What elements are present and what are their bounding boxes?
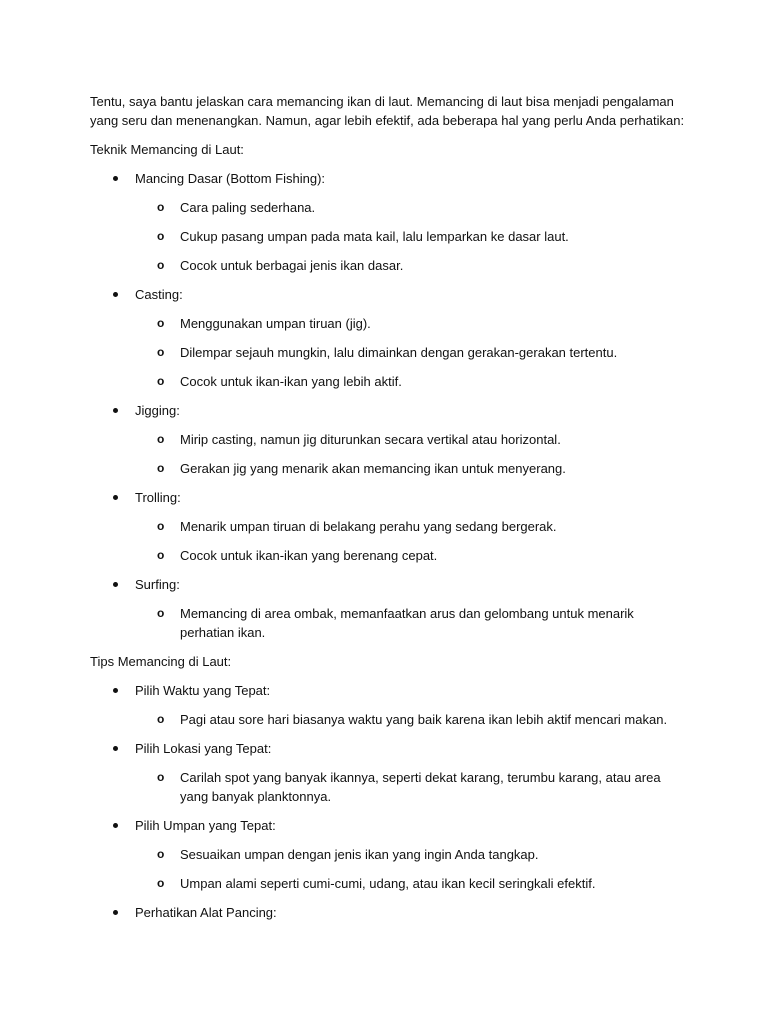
list-item	[90, 903, 690, 922]
circle-bullet-icon: o	[157, 432, 165, 446]
circle-bullet-icon: o	[157, 258, 165, 272]
sub-list	[90, 517, 690, 565]
sub-list-item	[90, 604, 690, 642]
circle-bullet-icon: o	[157, 461, 165, 475]
bullet-dot-icon	[113, 408, 118, 413]
circle-bullet-icon: o	[157, 374, 165, 388]
bullet-dot-icon	[113, 582, 118, 587]
circle-bullet-icon: o	[157, 345, 165, 359]
sub-list-item	[90, 874, 690, 893]
sub-list-item-text: Cocok untuk ikan-ikan yang berenang cepat.	[180, 548, 438, 563]
sub-list-item-text: Memancing di area ombak, memanfaatkan arus dan gelombang untuk menarik perhatian ikan.	[180, 606, 634, 640]
sub-list-item-text: Cocok untuk berbagai jenis ikan dasar.	[180, 258, 404, 273]
list-item	[90, 488, 690, 565]
list-item	[90, 816, 690, 893]
list-item-label: Jigging:	[135, 403, 180, 418]
bullet-list	[90, 681, 690, 922]
sub-list-item	[90, 459, 690, 478]
circle-bullet-icon: o	[157, 229, 165, 243]
bullet-dot-icon	[113, 176, 118, 181]
sub-list	[90, 845, 690, 893]
list-item	[90, 739, 690, 806]
sub-list	[90, 198, 690, 275]
circle-bullet-icon: o	[157, 712, 165, 726]
circle-bullet-icon: o	[157, 770, 165, 784]
sub-list-item	[90, 343, 690, 362]
list-item	[90, 401, 690, 478]
circle-bullet-icon: o	[157, 200, 165, 214]
circle-bullet-icon: o	[157, 548, 165, 562]
sub-list-item-text: Cara paling sederhana.	[180, 200, 316, 215]
sub-list-item	[90, 845, 690, 864]
sub-list	[90, 768, 690, 806]
list-item-label: Casting:	[135, 287, 183, 302]
sub-list-item	[90, 256, 690, 275]
sub-list-item-text: Sesuaikan umpan dengan jenis ikan yang ingin Anda tangkap.	[180, 847, 539, 862]
sub-list-item	[90, 314, 690, 333]
circle-bullet-icon: o	[157, 316, 165, 330]
intro-paragraph: Tentu, saya bantu jelaskan cara memancing ikan di laut. Memancing di laut bisa menjadi pengalaman yang seru dan menenangkan. Namun, agar lebih efektif, ada beberapa hal yang perlu Anda perhatikan:	[90, 94, 685, 128]
list-item-label: Mancing Dasar (Bottom Fishing):	[135, 171, 326, 186]
bullet-dot-icon	[113, 688, 118, 693]
sub-list-item	[90, 710, 690, 729]
list-item	[90, 681, 690, 729]
circle-bullet-icon: o	[157, 606, 165, 620]
document-body	[90, 140, 690, 922]
section-heading: Tips Memancing di Laut:	[90, 654, 232, 669]
bullet-dot-icon	[113, 910, 118, 915]
list-item-label: Pilih Umpan yang Tepat:	[135, 818, 276, 833]
sub-list-item-text: Cocok untuk ikan-ikan yang lebih aktif.	[180, 374, 402, 389]
list-item-label: Trolling:	[135, 490, 181, 505]
sub-list	[90, 710, 690, 729]
sub-list-item-text: Mirip casting, namun jig diturunkan secara vertikal atau horizontal.	[180, 432, 561, 447]
sub-list-item-text: Gerakan jig yang menarik akan memancing ikan untuk menyerang.	[180, 461, 566, 476]
circle-bullet-icon: o	[157, 519, 165, 533]
sub-list-item	[90, 198, 690, 217]
list-item-label: Pilih Lokasi yang Tepat:	[135, 741, 272, 756]
circle-bullet-icon: o	[157, 876, 165, 890]
sub-list	[90, 604, 690, 642]
sub-list-item	[90, 372, 690, 391]
sub-list-item-text: Umpan alami seperti cumi-cumi, udang, atau ikan kecil seringkali efektif.	[180, 876, 596, 891]
list-item-label: Surfing:	[135, 577, 180, 592]
sub-list-item-text: Menggunakan umpan tiruan (jig).	[180, 316, 371, 331]
bullet-list	[90, 169, 690, 642]
sub-list-item-text: Menarik umpan tiruan di belakang perahu yang sedang bergerak.	[180, 519, 557, 534]
list-item	[90, 285, 690, 391]
section-heading: Teknik Memancing di Laut:	[90, 142, 244, 157]
list-item-label: Perhatikan Alat Pancing:	[135, 905, 277, 920]
list-item-label: Pilih Waktu yang Tepat:	[135, 683, 271, 698]
sub-list-item-text: Cukup pasang umpan pada mata kail, lalu lemparkan ke dasar laut.	[180, 229, 569, 244]
bullet-dot-icon	[113, 746, 118, 751]
sub-list	[90, 314, 690, 391]
bullet-dot-icon	[113, 495, 118, 500]
bullet-dot-icon	[113, 292, 118, 297]
document-page	[90, 92, 690, 932]
list-item	[90, 575, 690, 642]
sub-list-item-text: Pagi atau sore hari biasanya waktu yang baik karena ikan lebih aktif mencari makan.	[180, 712, 668, 727]
sub-list-item	[90, 517, 690, 536]
sub-list	[90, 430, 690, 478]
list-item	[90, 169, 690, 275]
bullet-dot-icon	[113, 823, 118, 828]
sub-list-item-text: Carilah spot yang banyak ikannya, seperti dekat karang, terumbu karang, atau area yang banyak planktonnya.	[180, 770, 661, 804]
sub-list-item	[90, 768, 690, 806]
circle-bullet-icon: o	[157, 847, 165, 861]
sub-list-item	[90, 546, 690, 565]
sub-list-item-text: Dilempar sejauh mungkin, lalu dimainkan dengan gerakan-gerakan tertentu.	[180, 345, 618, 360]
sub-list-item	[90, 227, 690, 246]
sub-list-item	[90, 430, 690, 449]
